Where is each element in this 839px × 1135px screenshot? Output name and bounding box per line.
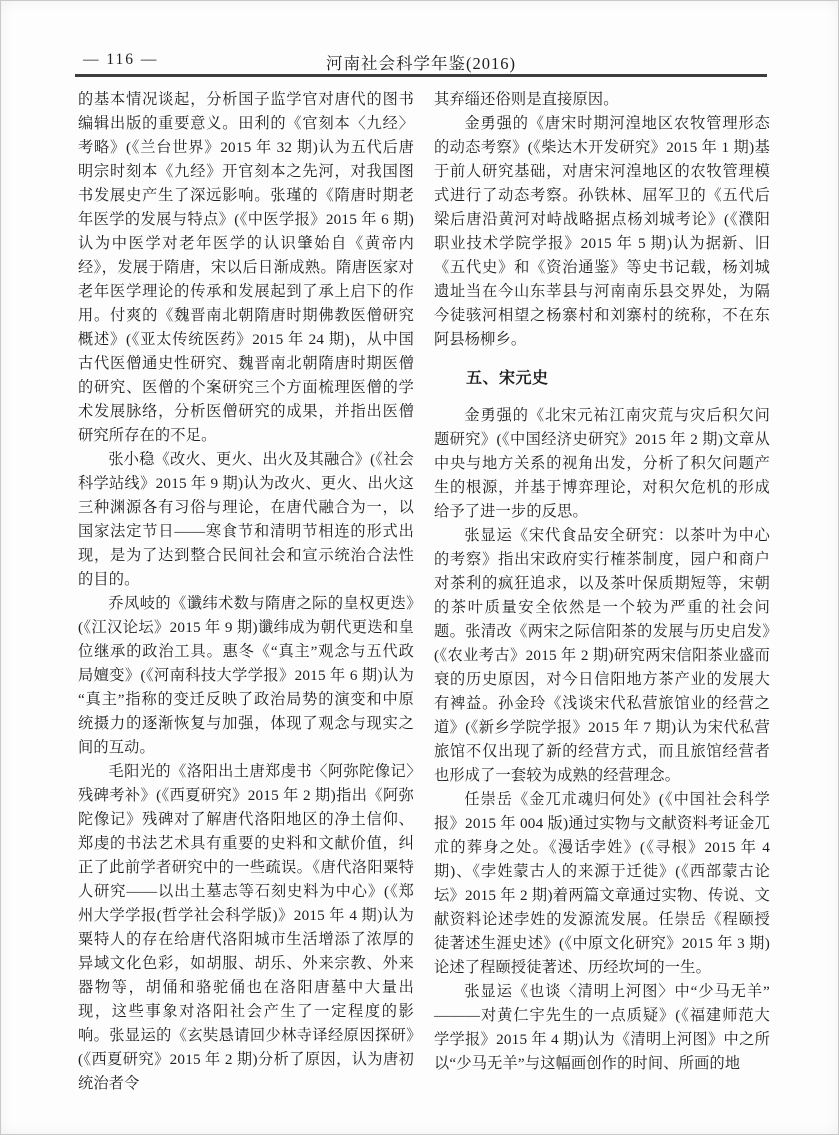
text-columns — [78, 88, 770, 1096]
section-heading: 五、宋元史 — [466, 370, 549, 387]
right-paragraph-6: 任崇岳《金兀朮魂归何处》(《中国社会科学报》2015 年 004 版)通过实物与文献资料考证金兀朮的葬身之处。《漫话孛姓》(《寻根》2015 年 4 期)、《孛姓蒙古人的来源于迁徙》(《西部蒙古论坛》2015 年 2 期)着两篇文章通过实物、传说、文献资料论述孛姓的发源流发展。任崇岳《程颐授徒著述生涯史述》(《中原文化研究》2015 年 3 期)论述了程颐授徒著述、历经坎坷的一生。 — [434, 791, 770, 976]
right-paragraph-2: 金勇强的《唐宋时期河湟地区农牧管理形态的动态考察》(《柴达木开发研究》2015 年 1 期)基于前人研究基础，对唐宋河湟地区的农牧管理模式进行了动态考察。孙铁林、屈军卫的《五代后梁后唐沿黄河对峙战略据点杨刘城考论》(《濮阳职业技术学院学报》2015 年 5 期)认为据新、旧《五代史》和《资治通鉴》等史书记载，杨刘城遗址当在今山东莘县与河南南乐县交界处，为隔今徒骇河相望之杨寨村和刘寨村的统称，不在东阿县杨柳乡。 — [434, 115, 770, 348]
right-paragraph-7: 张显运《也谈〈清明上河图〉中“少马无羊”———对黄仁宇先生的一点质疑》(《福建师范大学学报》2015 年 4 期)认为《清明上河图》中之所以“少马无羊”与这幅画创作的时间、所画的地 — [434, 983, 770, 1072]
left-paragraph-1: 的基本情况谈起，分析国子监学官对唐代的图书编辑出版的重要意义。田利的《官刻本〈九经〉考略》(《兰台世界》2015 年 32 期)认为五代后唐明宗时刻本《九经》开官刻本之先河，对我国图书发展史产生了深远影响。张瑾的《隋唐时期老年医学的发展与特点》(《中医学报》2015 年 6 期)认为中医学对老年医学的认识肇始自《黄帝内经》，发展于隋唐，宋以后日渐成熟。隋唐医家对老年医学理论的传承和发展起到了承上启下的作用。付爽的《魏晋南北朝隋唐时期佛教医僧研究概述》(《亚太传统医药》2015 年 24 期)，从中国古代医僧通史性研究、魏晋南北朝隋唐时期医僧的研究、医僧的个案研究三个方面梳理医僧的学术发展脉络，分析医僧研究的成果，并指出医僧研究所存在的不足。 — [78, 91, 414, 444]
page-number: — 116 — — [83, 51, 159, 68]
left-paragraph-4: 毛阳光的《洛阳出土唐郑虔书〈阿弥陀像记〉残碑考补》(《西夏研究》2015 年 2 期)指出《阿弥陀像记》残碑对了解唐代洛阳地区的净土信仰、郑虔的书法艺术具有重要的史料和文献价值，纠正了此前学者研究中的一些疏误。《唐代洛阳粟特人研究——以出土墓志等石刻史料为中心》(《郑州大学学报(哲学社会科学版)》2015 年 4 期)认为粟特人的存在给唐代洛阳城市生活增添了浓厚的异域文化色彩，如胡服、胡乐、外来宗教、外来器物等，胡俑和骆驼俑也在洛阳唐墓中大量出现，这些事象对洛阳社会产生了一定程度的影响。张显运的《玄奘恳请回少林寺译经原因探研》(《西夏研究》2015 年 2 期)分析了原因，认为唐初统治者令 — [78, 763, 414, 1092]
right-column — [434, 88, 770, 1096]
left-paragraph-2: 张小稳《改火、更火、出火及其融合》(《社会科学站线》2015 年 9 期)认为改火、更火、出火这三种渊源各有习俗与理论，在唐代融合为一，以国家法定节日——寒食节和清明节相连的形式出现，是为了达到整合民间社会和宣示统治合法性的目的。 — [78, 451, 414, 588]
left-column — [78, 88, 414, 1096]
right-paragraph-1: 其弃缁还俗则是直接原因。 — [434, 91, 619, 108]
right-paragraph-5: 张显运《宋代食品安全研究：以茶叶为中心的考察》指出宋政府实行榷茶制度，园户和商户对茶利的疯狂追求，以及茶叶保质期短等，宋朝的茶叶质量安全依然是一个较为严重的社会问题。张清改《两宋之际信阳茶的发展与历史启发》(《农业考古》2015 年 2 期)研究两宋信阳茶业盛而衰的历史原因，对今日信阳地方茶产业的发展大有裨益。孙金玲《浅谈宋代私营旅馆业的经营之道》(《新乡学院学报》2015 年 7 期)认为宋代私营旅馆不仅出现了新的经营方式，而且旅馆经营者也形成了一套较为成熟的经营理念。 — [434, 527, 770, 784]
header-title: 河南社会科学年鉴(2016) — [326, 54, 516, 73]
left-paragraph-3: 乔凤岐的《谶纬术数与隋唐之际的皇权更迭》(《江汉论坛》2015 年 9 期)谶纬成为朝代更迭和皇位继承的政治工具。惠冬《“真主”观念与五代政局嬗变》(《河南科技大学学报》2015 年 6 期)认为“真主”指称的变迁反映了政治局势的演变和中原统摄力的逐渐恢复与加强，体现了观念与现实之间的互动。 — [78, 595, 414, 756]
page-header — [75, 50, 767, 76]
header-rule — [75, 74, 767, 77]
right-paragraph-4: 金勇强的《北宋元祐江南灾荒与灾后积欠问题研究》(《中国经济史研究》2015 年 2 期)文章从中央与地方关系的视角出发，分析了积欠问题产生的根源，并基于博弈理论，对积欠危机的形成给予了进一步的反思。 — [434, 407, 770, 520]
